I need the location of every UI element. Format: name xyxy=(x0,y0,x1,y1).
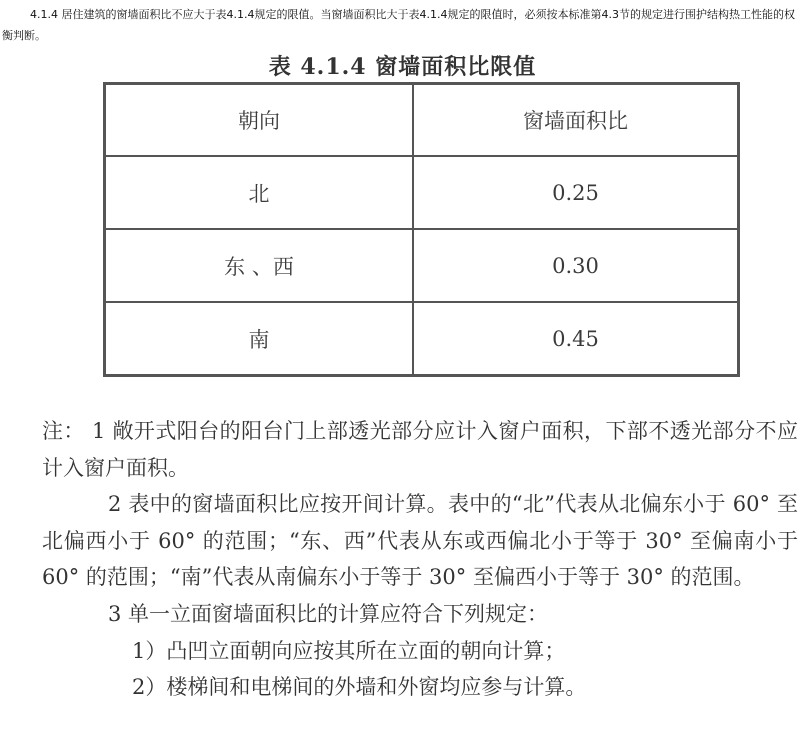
window-wall-ratio-table xyxy=(103,82,740,377)
table-row xyxy=(105,156,739,229)
note-2: 2 表中的窗墙面积比应按开间计算。表中的“北”代表从北偏东小于 60° 至北偏西小于 60° 的范围；“东、西”代表从东或西偏北小于等于 30° 至偏南小于 60° 的范围；“南”代表从南偏东小于等于 30° 至偏西小于等于 30° 的范围。 xyxy=(42,492,798,590)
cell-ratio: 0.45 xyxy=(413,302,739,376)
cell-orientation: 北 xyxy=(105,156,414,229)
cell-orientation: 南 xyxy=(105,302,414,376)
table-title: 表 4.1.4 窗墙面积比限值 xyxy=(268,54,537,80)
cell-ratio: 0.30 xyxy=(413,229,739,302)
note-3-item-1: 1）凸凹立面朝向应按其所在立面的朝向计算； xyxy=(132,638,566,663)
intro-paragraph: 4.1.4 居住建筑的窗墙面积比不应大于表4.1.4规定的限值。当窗墙面积比大于表4.1.4规定的限值时，必须按本标准第4.3节的规定进行围护结构热工性能的权衡判断。 xyxy=(2,8,795,42)
note-3: 3 单一立面窗墙面积比的计算应符合下列规定： xyxy=(108,601,549,626)
cell-ratio: 0.25 xyxy=(413,156,739,229)
header-ratio: 窗墙面积比 xyxy=(413,84,739,157)
notes-section xyxy=(42,413,798,706)
header-orientation: 朝向 xyxy=(105,84,414,157)
cell-orientation: 东 、西 xyxy=(105,229,414,302)
table-header-row xyxy=(105,84,739,157)
note-3-item-2: 2）楼梯间和电梯间的外墙和外窗均应参与计算。 xyxy=(132,675,587,700)
note-1: 注： 1 敞开式阳台的阳台门上部透光部分应计入窗户面积，下部不透光部分不应计入窗户面积。 xyxy=(42,419,798,480)
table-row xyxy=(105,229,739,302)
table-row xyxy=(105,302,739,376)
